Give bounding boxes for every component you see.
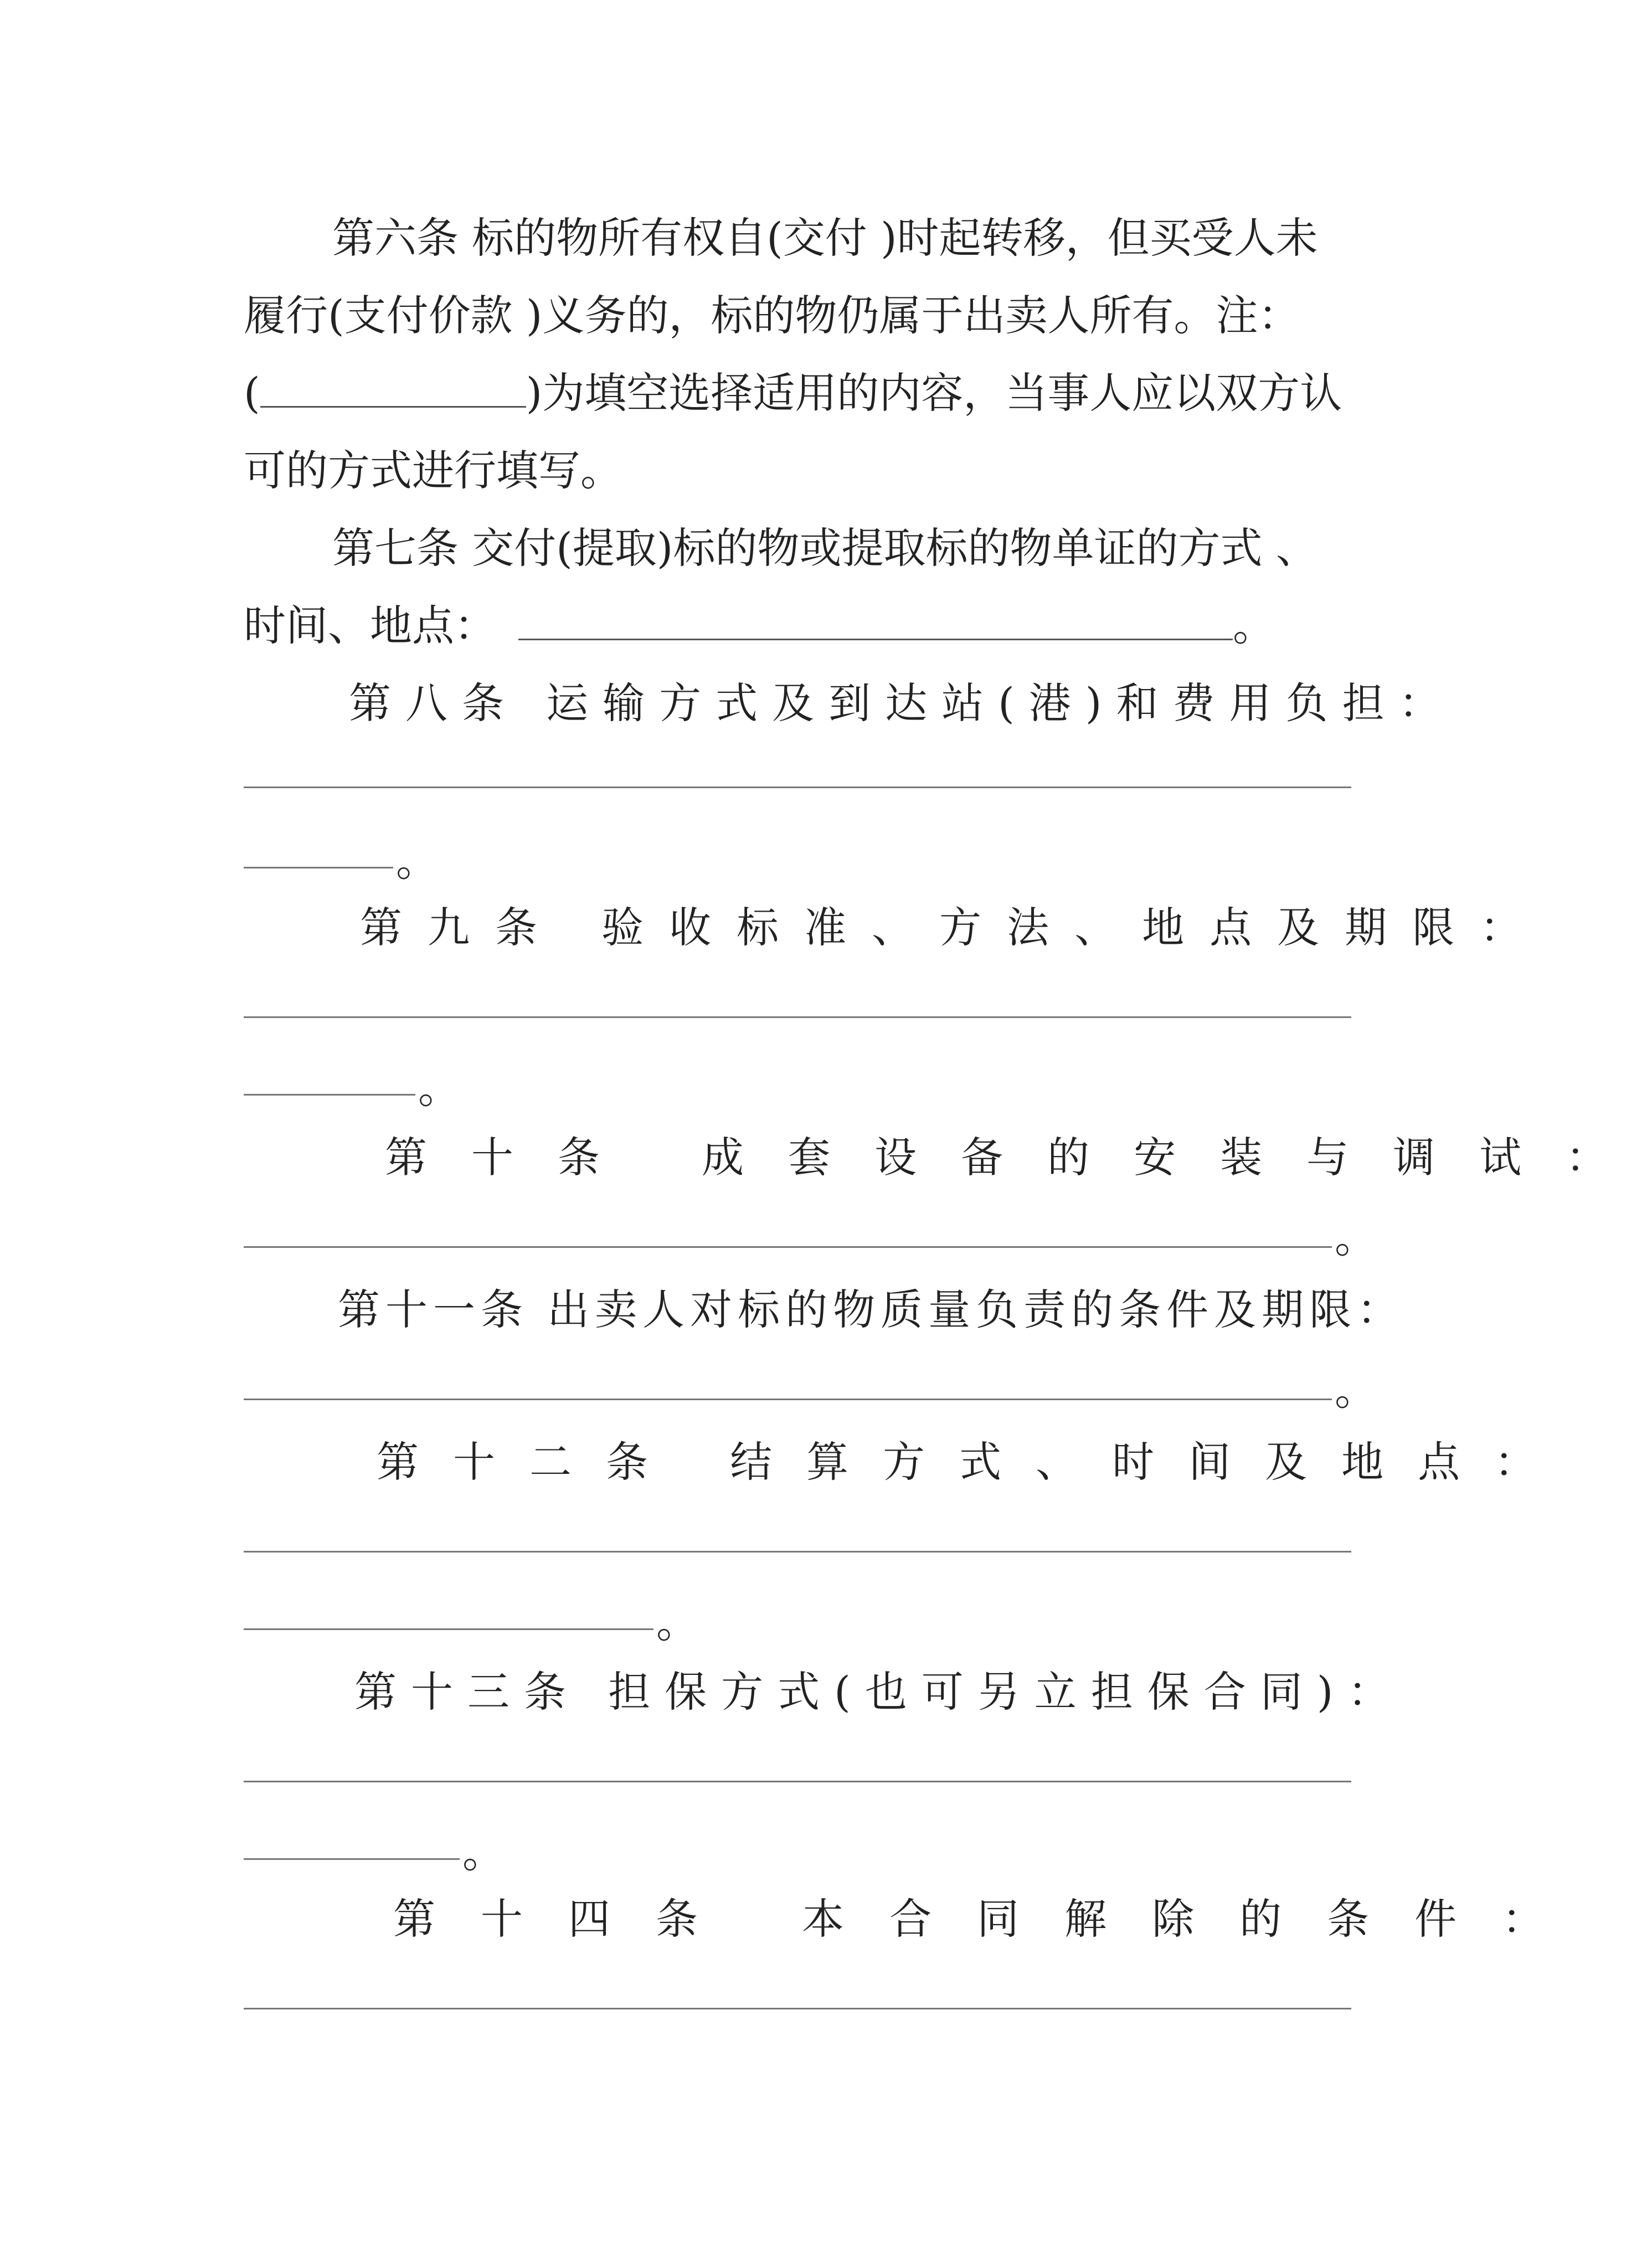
article11-heading: 第十一条 出卖人对标的物质量负责的条件及期限：: [338, 1285, 1405, 1334]
article8-rule[interactable]: [244, 786, 1351, 788]
paren-open: (: [244, 368, 260, 418]
article7-line2: [244, 595, 1362, 656]
article9-stop: 。: [418, 1063, 460, 1113]
article14-heading: 第十四条 本合同解除的条件：: [393, 1894, 1590, 1944]
article6-line3: [244, 363, 1362, 424]
article12-rule[interactable]: [244, 1551, 1351, 1553]
article7-blank[interactable]: [518, 600, 1233, 640]
article6-line3-text: )为填空选择适用的内容，当事人应以双方认: [526, 368, 1342, 418]
article11-rule[interactable]: [244, 1399, 1332, 1400]
article10-heading: 第十条 成套设备的安装与调试：: [385, 1133, 1652, 1182]
article9-rule[interactable]: [244, 1016, 1351, 1018]
article6-line2: 履行(支付价款 )义务的，标的物仍属于出卖人所有。注：: [244, 291, 1300, 340]
article10-rule[interactable]: [244, 1246, 1332, 1248]
article11-stop: 。: [1335, 1365, 1377, 1415]
article13-rule-2[interactable]: [244, 1858, 460, 1860]
article7-line1: 第七条 交付(提取)标的物或提取标的物单证的方式 、: [332, 523, 1318, 573]
article7-stop: 。: [1233, 601, 1275, 650]
article12-heading: 第十二条 结算方式、时间及地点：: [377, 1437, 1571, 1487]
article13-heading: 第十三条 担保方式(也可另立担保合同)：: [354, 1667, 1404, 1716]
article10-stop: 。: [1335, 1213, 1377, 1262]
fill-blank[interactable]: [260, 367, 526, 408]
article9-heading: 第九条 验收标准、方法、地点及期限：: [360, 903, 1548, 952]
article8-rule-2[interactable]: [244, 867, 393, 868]
article13-stop: 。: [462, 1828, 505, 1877]
article8-heading: [349, 673, 1455, 734]
article6-line4: 可的方式进行填写。: [244, 446, 622, 495]
article9-rule-2[interactable]: [244, 1094, 415, 1096]
article7-prefix: 时间、地点：: [244, 601, 496, 650]
article14-rule[interactable]: [244, 2008, 1351, 2009]
article12-stop: 。: [656, 1598, 698, 1647]
article8-heading-text: 第八条 运输方式及到达站(港)和费用负担：: [349, 678, 1455, 728]
article8-stop: 。: [396, 836, 438, 886]
article13-rule[interactable]: [244, 1781, 1351, 1782]
article6-line1: 第六条 标的物所有权自(交付 )时起转移，但买受人未: [332, 213, 1318, 263]
article12-rule-2[interactable]: [244, 1628, 653, 1630]
